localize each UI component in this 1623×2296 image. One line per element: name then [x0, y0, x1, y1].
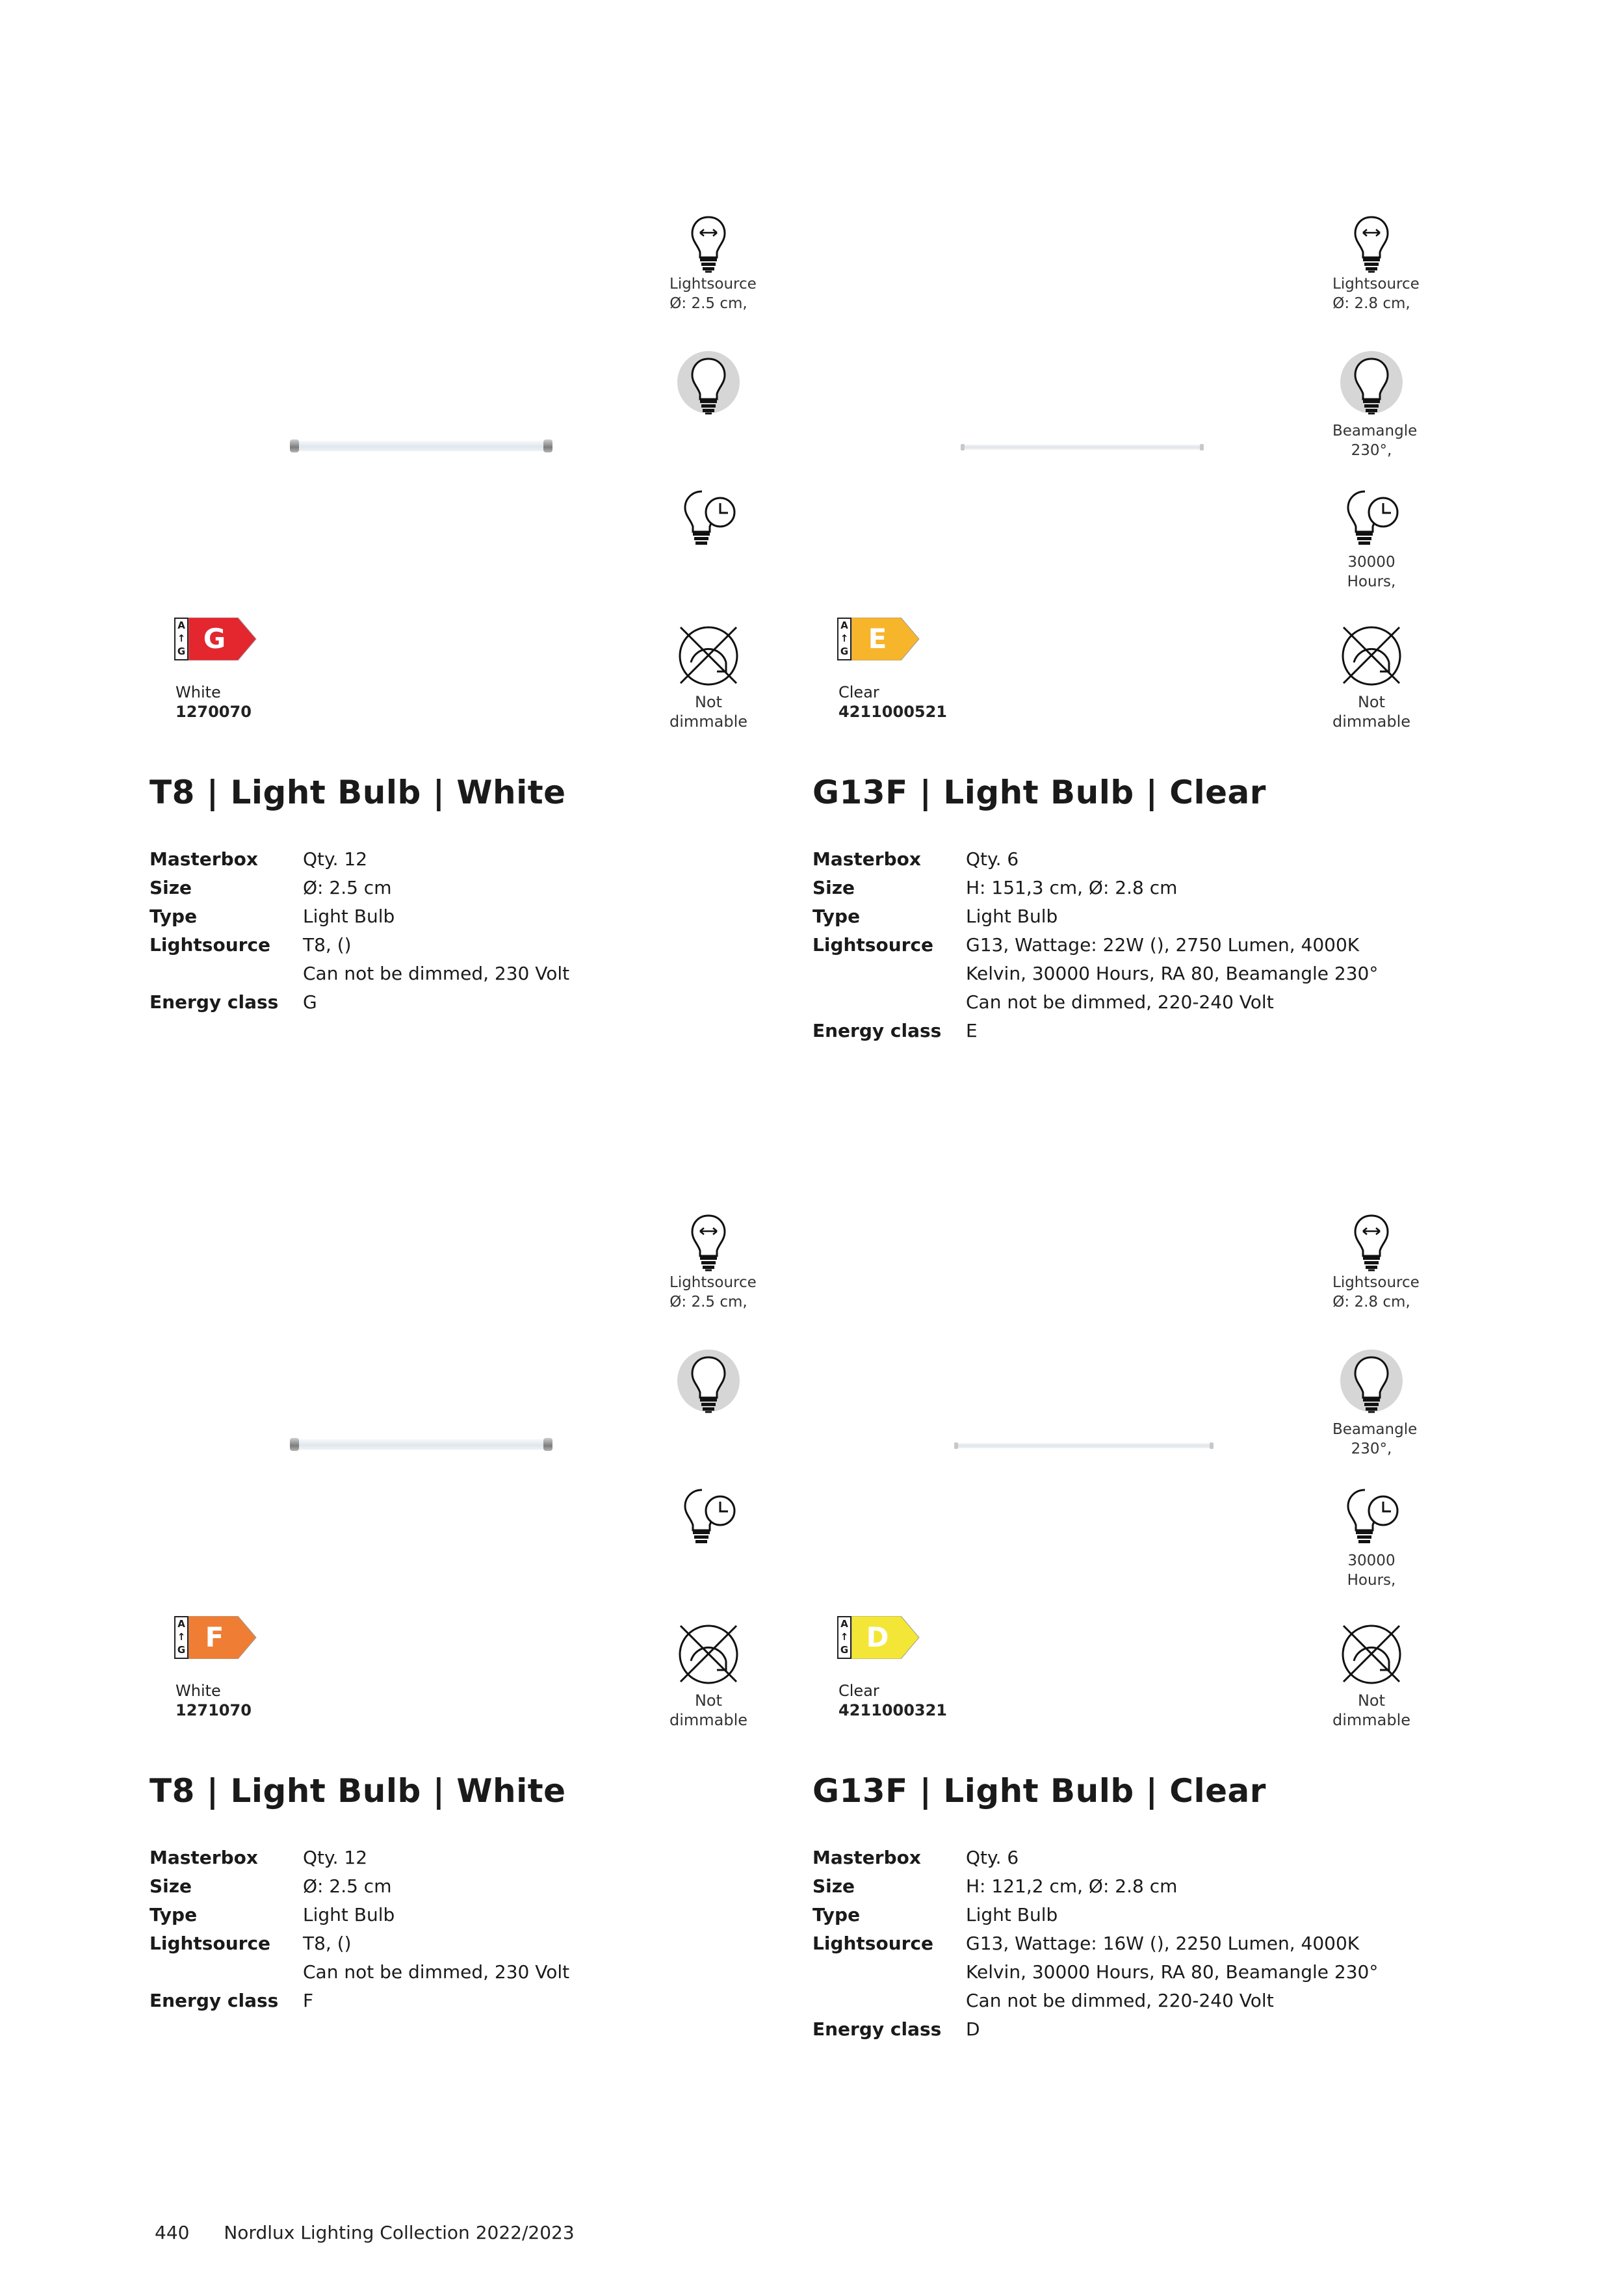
spec-row [149, 874, 569, 902]
spec-value: H: 121,2 cm, Ø: 2.8 cm [966, 1875, 1178, 1897]
spec-row [812, 1844, 1378, 1872]
beamangle-value: 230°, [1351, 442, 1392, 459]
energy-class-letter: G [203, 623, 226, 655]
lifetime-clock-icon [1340, 488, 1403, 553]
spec-value: Can not be dimmed, 220-240 Volt [966, 1990, 1274, 2011]
spec-label: Masterbox [812, 1847, 921, 1868]
energy-scale: A ↑ G [174, 618, 188, 660]
dimmable-spec [669, 1619, 747, 1730]
variant-color: Clear [838, 683, 879, 701]
spec-label: Size [149, 877, 192, 898]
spec-value: Can not be dimmed, 230 Volt [303, 963, 570, 984]
variant-info [838, 683, 947, 722]
dimmable-spec [1332, 621, 1410, 731]
spec-value: Light Bulb [966, 906, 1058, 927]
spec-value: G [303, 991, 317, 1013]
spec-value: Ø: 2.5 cm [303, 877, 392, 898]
lifetime-unit: Hours, [1347, 1572, 1396, 1589]
spec-value: F [303, 1990, 314, 2011]
beamangle-value: 230°, [1351, 1441, 1392, 1457]
product-title: G13F | Light Bulb | Clear [812, 1772, 1266, 1810]
lightsource-label: Lightsource [1332, 276, 1420, 293]
product-image-tube [292, 1439, 550, 1450]
lifetime-clock-icon [677, 1486, 740, 1551]
spec-row [149, 1901, 569, 1929]
bulb-icon [1352, 1355, 1391, 1415]
beamangle-icon [1340, 351, 1403, 413]
lightsource-label: Lightsource [669, 276, 757, 293]
spec-label [812, 988, 966, 1017]
product-title: G13F | Light Bulb | Clear [812, 774, 1266, 811]
lifetime-value: 30000 [1347, 1552, 1396, 1569]
spec-row [812, 1901, 1378, 1929]
variant-color: White [175, 683, 221, 701]
spec-label: Type [812, 906, 861, 927]
spec-label: Type [149, 1904, 198, 1925]
not-dimmable-icon [673, 621, 744, 688]
variant-color: White [175, 1682, 221, 1700]
spec-value: H: 151,3 cm, Ø: 2.8 cm [966, 877, 1178, 898]
dimmable-spec [1332, 1619, 1410, 1730]
spec-row [149, 1958, 569, 1987]
spec-value: Qty. 12 [303, 1847, 368, 1868]
spec-label: Lightsource [149, 934, 271, 956]
spec-label: Energy class [149, 991, 279, 1013]
spec-row [149, 988, 569, 1017]
lifetime-clock-icon [1340, 1486, 1403, 1551]
spec-row [812, 1872, 1378, 1901]
beamangle-icon [677, 1350, 740, 1412]
energy-scale: A ↑ G [837, 1616, 851, 1659]
spec-value: Qty. 12 [303, 848, 368, 870]
spec-label: Type [812, 1904, 861, 1925]
spec-label: Size [812, 1875, 855, 1897]
spec-value: D [966, 2018, 980, 2040]
spec-label [812, 959, 966, 988]
spec-row [149, 1987, 569, 2015]
spec-row [812, 902, 1378, 931]
product-card [812, 195, 1475, 1105]
lifetime-spec [669, 1486, 747, 1551]
spec-table [812, 1844, 1378, 2044]
bulb-icon [689, 1213, 728, 1273]
bulb-icon [1352, 356, 1391, 416]
beamangle-label: Beamangle [1332, 1421, 1418, 1438]
spec-table [149, 845, 569, 1017]
bulb-icon [689, 1355, 728, 1415]
beamangle-icon [677, 351, 740, 413]
spec-label: Type [149, 906, 198, 927]
spec-label: Lightsource [812, 1933, 934, 1954]
bulb-icon [1352, 215, 1391, 274]
product-title: T8 | Light Bulb | White [149, 774, 566, 811]
spec-value: Can not be dimmed, 220-240 Volt [966, 991, 1274, 1013]
lightsource-label: Lightsource [669, 1274, 757, 1291]
not-dimmable-icon [1336, 1619, 1407, 1687]
spec-row [149, 931, 569, 959]
dimmable-text: Not dimmable [1332, 693, 1411, 731]
lifetime-spec [1332, 1486, 1410, 1590]
spec-row [149, 1844, 569, 1872]
energy-class-arrow [851, 618, 920, 660]
beamangle-icon [1340, 1350, 1403, 1412]
spec-value: Light Bulb [966, 1904, 1058, 1925]
lightsource-spec [1332, 215, 1420, 313]
spec-label: Energy class [812, 1020, 942, 1041]
lightsource-spec [669, 1213, 757, 1312]
spec-label: Size [149, 1875, 192, 1897]
page-footer [155, 2222, 575, 2243]
item-number: 1270070 [175, 703, 252, 721]
spec-label: Lightsource [812, 934, 934, 956]
product-image-tube [962, 445, 1202, 450]
spec-label: Lightsource [149, 1933, 271, 1954]
spec-label [812, 1987, 966, 2015]
energy-class-letter: F [205, 1621, 224, 1653]
spec-value: T8, () [303, 934, 352, 956]
spec-label: Masterbox [149, 848, 258, 870]
item-number: 4211000521 [838, 703, 947, 721]
spec-row [812, 845, 1378, 874]
spec-row [812, 2015, 1378, 2044]
bulb-icon [689, 215, 728, 274]
spec-label [149, 1958, 303, 1987]
spec-label: Energy class [149, 1990, 279, 2011]
dimmable-text: Not dimmable [1332, 1691, 1411, 1729]
product-card [812, 1194, 1475, 2104]
spec-row [812, 931, 1378, 959]
energy-class-letter: E [868, 623, 887, 655]
beamangle-spec [1332, 1350, 1418, 1459]
spec-row [149, 1872, 569, 1901]
spec-value: G13, Wattage: 22W (), 2750 Lumen, 4000K [966, 934, 1360, 956]
spec-label: Energy class [812, 2018, 942, 2040]
product-image-tube [292, 441, 550, 451]
variant-info [175, 683, 252, 722]
spec-value: E [966, 1020, 978, 1041]
energy-scale: A ↑ G [174, 1616, 188, 1659]
spec-value: Ø: 2.5 cm [303, 1875, 392, 1897]
spec-value: Qty. 6 [966, 848, 1019, 870]
spec-label [812, 1958, 966, 1987]
spec-row [812, 1958, 1378, 1987]
variant-info [175, 1681, 252, 1720]
lightsource-spec [669, 215, 757, 313]
not-dimmable-icon [1336, 621, 1407, 688]
lightsource-diameter: Ø: 2.8 cm, [1332, 1294, 1410, 1311]
spec-row [149, 845, 569, 874]
variant-color: Clear [838, 1682, 879, 1700]
lightsource-spec [1332, 1213, 1420, 1312]
spec-row [149, 1929, 569, 1958]
variant-info [838, 1681, 947, 1720]
spec-row [149, 902, 569, 931]
spec-row [812, 1929, 1378, 1958]
product-card [149, 1194, 812, 2104]
lightsource-diameter: Ø: 2.5 cm, [669, 295, 747, 312]
spec-row [812, 988, 1378, 1017]
product-image-tube [955, 1443, 1212, 1448]
spec-row [812, 959, 1378, 988]
energy-class-arrow [188, 1616, 257, 1659]
collection-name: Nordlux Lighting Collection 2022/2023 [224, 2222, 575, 2243]
lifetime-spec [1332, 488, 1410, 592]
spec-label: Masterbox [812, 848, 921, 870]
spec-row [149, 959, 569, 988]
dimmable-text: Not dimmable [669, 693, 748, 731]
spec-row [812, 1017, 1378, 1045]
beamangle-spec [669, 351, 747, 413]
dimmable-spec [669, 621, 747, 731]
spec-value: Qty. 6 [966, 1847, 1019, 1868]
spec-row [812, 1987, 1378, 2015]
energy-class-arrow [188, 618, 257, 660]
lifetime-spec [669, 488, 747, 553]
lifetime-unit: Hours, [1347, 573, 1396, 590]
lightsource-diameter: Ø: 2.8 cm, [1332, 295, 1410, 312]
spec-label [149, 959, 303, 988]
lifetime-clock-icon [677, 488, 740, 553]
bulb-icon [689, 356, 728, 416]
spec-value: T8, () [303, 1933, 352, 1954]
energy-scale: A ↑ G [837, 618, 851, 660]
not-dimmable-icon [673, 1619, 744, 1687]
spec-row [812, 874, 1378, 902]
beamangle-spec [1332, 351, 1418, 460]
lightsource-label: Lightsource [1332, 1274, 1420, 1291]
item-number: 4211000321 [838, 1701, 947, 1719]
spec-value: G13, Wattage: 16W (), 2250 Lumen, 4000K [966, 1933, 1360, 1954]
product-card [149, 195, 812, 1105]
spec-table [812, 845, 1378, 1045]
energy-class-arrow [851, 1616, 920, 1659]
spec-value: Light Bulb [303, 906, 395, 927]
spec-label: Size [812, 877, 855, 898]
product-title: T8 | Light Bulb | White [149, 1772, 566, 1810]
beamangle-label: Beamangle [1332, 423, 1418, 439]
bulb-icon [1352, 1213, 1391, 1273]
spec-value: Light Bulb [303, 1904, 395, 1925]
energy-class-letter: D [866, 1621, 889, 1653]
spec-label: Masterbox [149, 1847, 258, 1868]
dimmable-text: Not dimmable [669, 1691, 748, 1729]
spec-value: Can not be dimmed, 230 Volt [303, 1961, 570, 1983]
lifetime-value: 30000 [1347, 554, 1396, 571]
item-number: 1271070 [175, 1701, 252, 1719]
beamangle-spec [669, 1350, 747, 1412]
page-number: 440 [155, 2222, 190, 2243]
lightsource-diameter: Ø: 2.5 cm, [669, 1294, 747, 1311]
spec-value: Kelvin, 30000 Hours, RA 80, Beamangle 230° [966, 1961, 1379, 1983]
spec-value: Kelvin, 30000 Hours, RA 80, Beamangle 230° [966, 963, 1379, 984]
spec-table [149, 1844, 569, 2015]
